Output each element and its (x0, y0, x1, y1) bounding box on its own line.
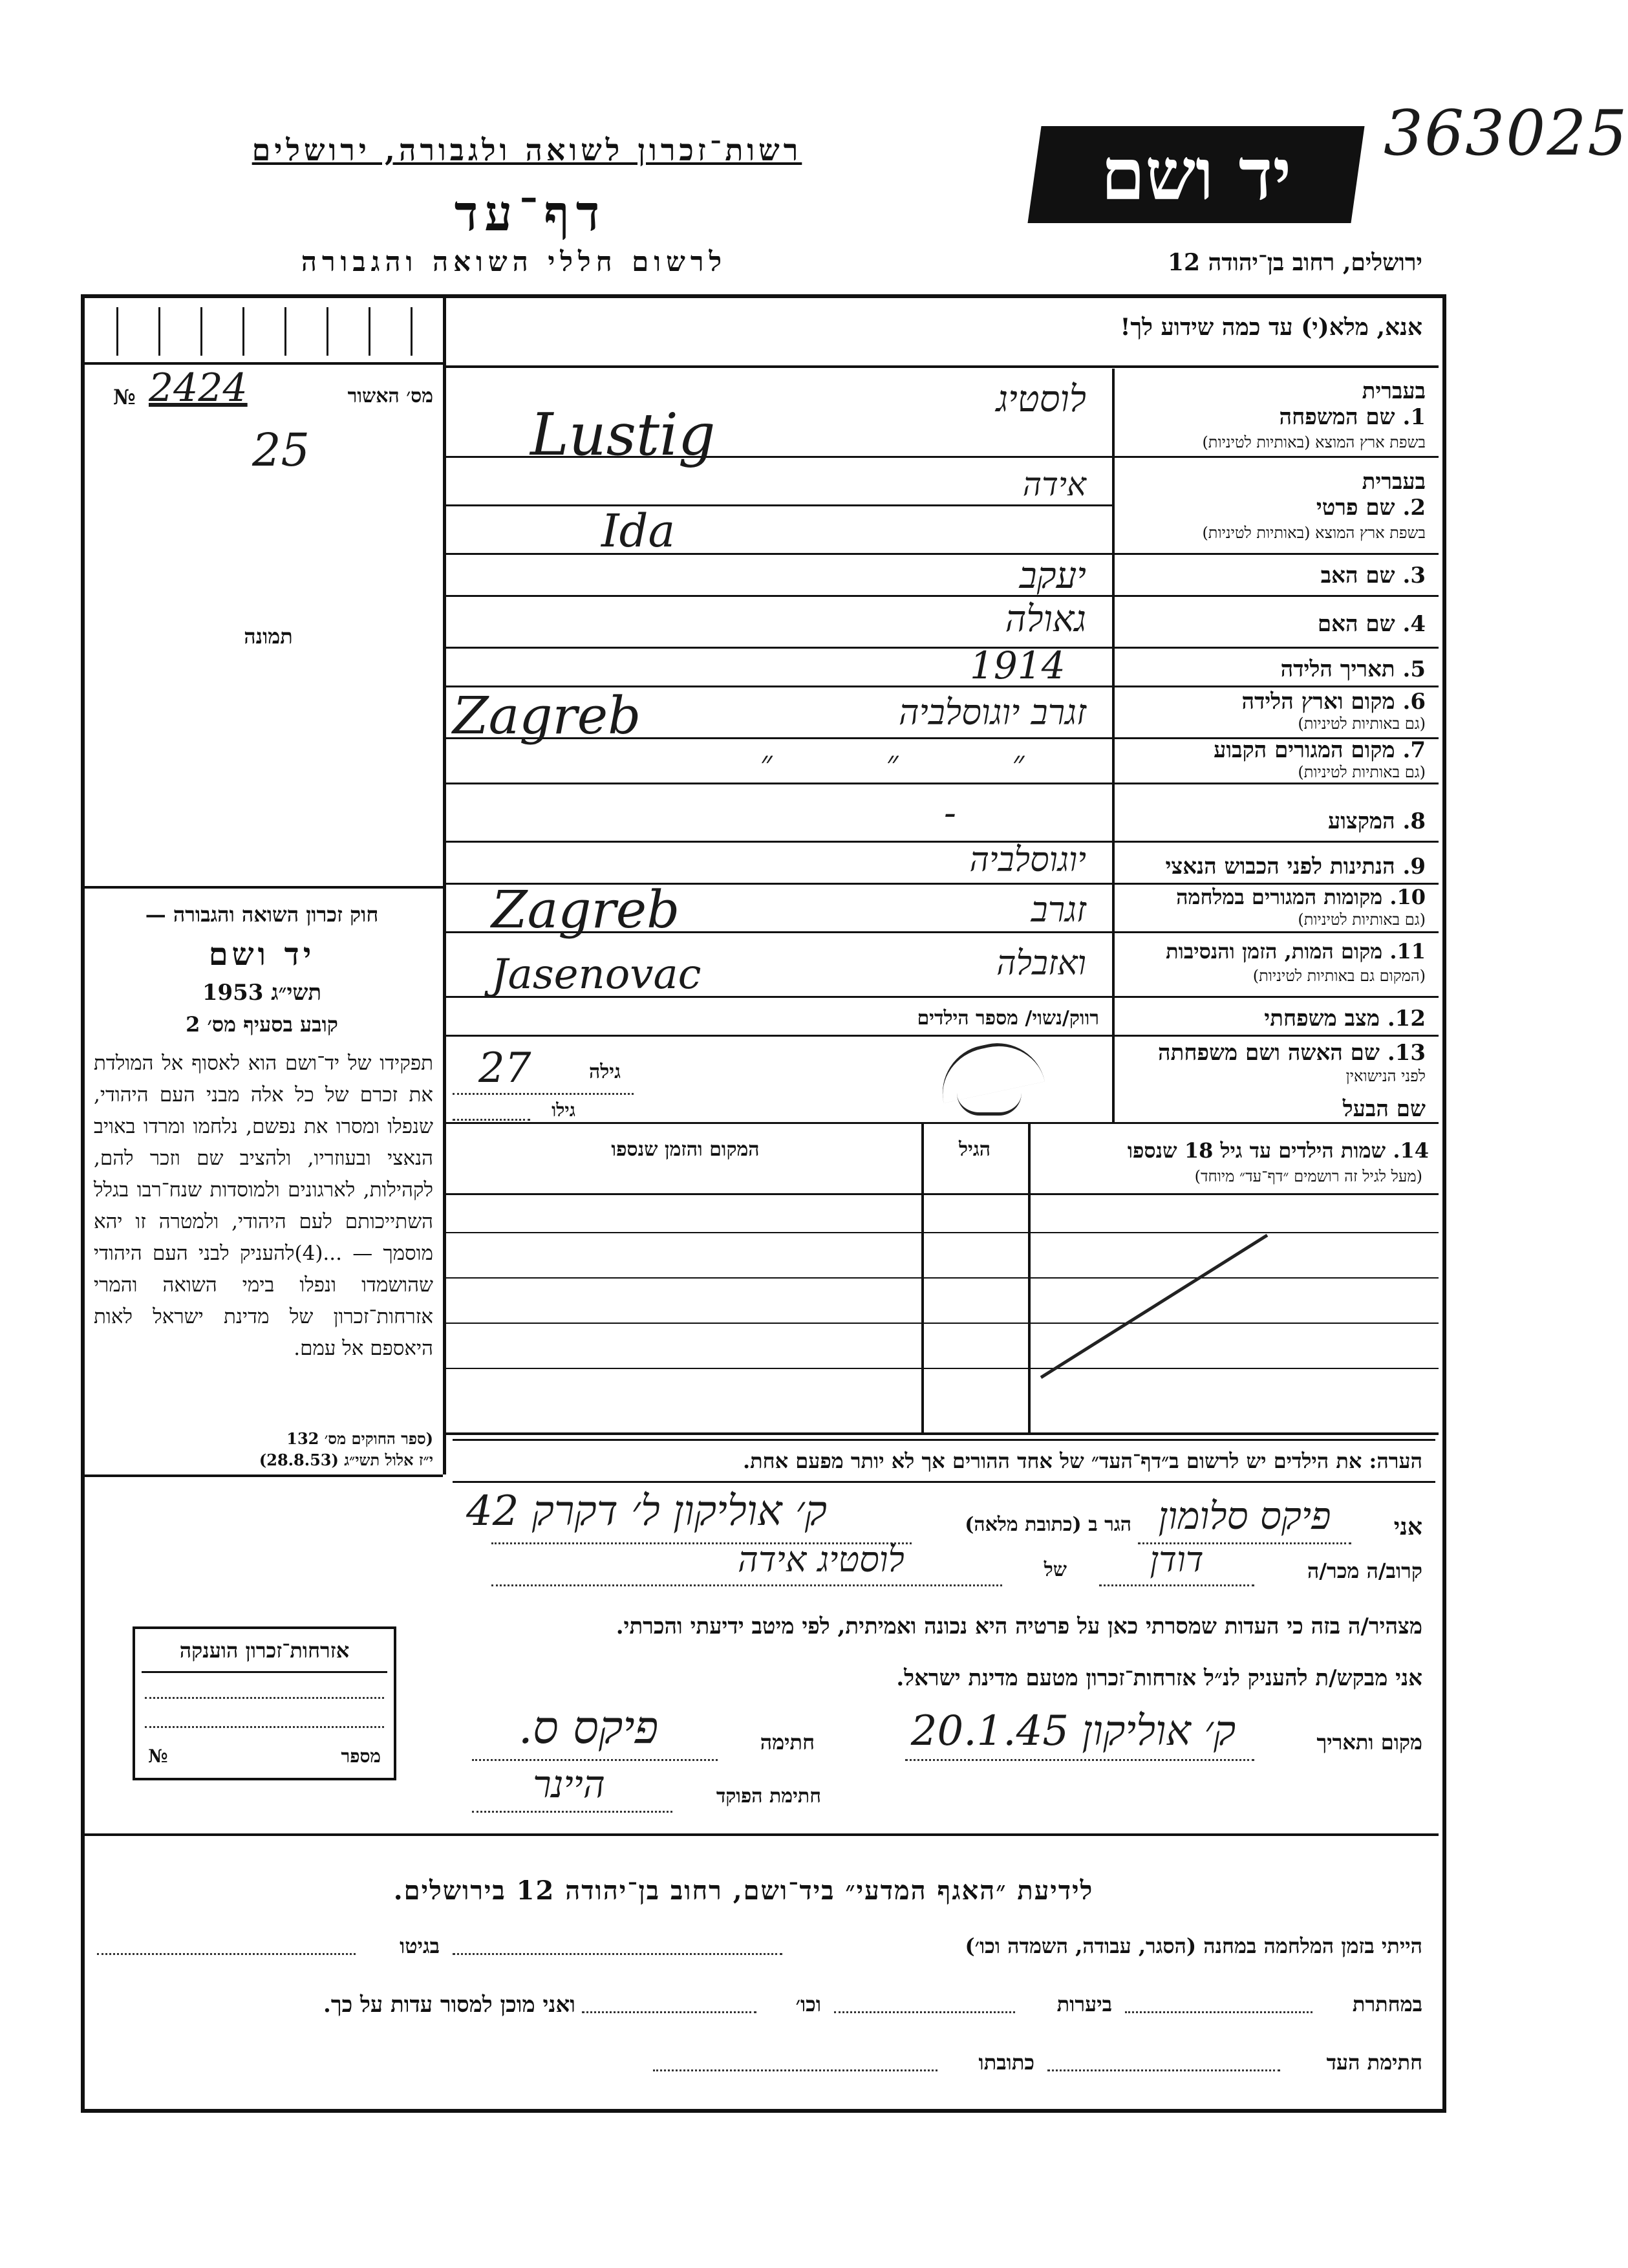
field-3-value[interactable]: יעקב (1019, 555, 1086, 597)
field-11-label-text: מקום המות, הזמן והנסיבות (1166, 939, 1383, 964)
field-5-number: 5. (1402, 656, 1426, 682)
of-name[interactable]: לוסטיג אידה (738, 1539, 905, 1580)
row-separator (446, 783, 1439, 784)
field-13-sub: לפני הנישואין (1345, 1067, 1426, 1085)
field-13-label-text: שם האשה ושם משפחתה (1158, 1040, 1380, 1066)
witness-ani: אני (1393, 1513, 1422, 1540)
field-7-label (1119, 737, 1426, 763)
instruction: אנא, מלא(י) עד כמה שידוע לך! (1120, 314, 1422, 341)
logo-text: יד ושם (1100, 133, 1292, 216)
field-2-value[interactable]: אידה (1022, 466, 1086, 503)
field-4-label (1119, 611, 1426, 637)
field-6-label (1119, 689, 1426, 715)
place-date-line (905, 1759, 1254, 1761)
registration-number: 2424 (149, 365, 248, 411)
clerk-signature[interactable]: היינר (533, 1762, 605, 1806)
clerk-line (472, 1811, 672, 1813)
footer-line2-c-blank (582, 2011, 756, 2013)
declaration: מצהיר/ה בזה כי העדות שמסרתי כאן על פרטיה היא נכונה ואמיתית, לפי מיטב ידיעתי והכרתי. (616, 1614, 1422, 1639)
field-2-number: 2. (1402, 495, 1426, 521)
field-7-number: 7. (1402, 737, 1426, 763)
children-section-bottom (446, 1432, 1439, 1435)
field-9-value[interactable]: יוגוסלביה (969, 841, 1086, 880)
footer-line3-a: חתימת העד (1326, 2050, 1422, 2075)
field-8-value[interactable]: - (944, 792, 956, 834)
law-body: תפקידו של יד־ושם הוא לאסוף אל המולדת את זכרם של כל אלה מבני העם היהודי, שנפלו ומסרו את נפשם, נלחמו ומרדו באויב הנאצי ובעוזריו, ולהציב שם וזכר להם, לקהילות, לארגונים ולמוסדות שנח־רבו בגלל השתייכותם לעם היהודי, ולמטרה זו יהא מוסמך — ...(4)להעניק לבני העם היהודי שהושמדו ונפלו בימי השואה והמרי אזרחות־זכרון של מדינת ישראל לאות היאספם אל עמם. (94, 1052, 433, 1360)
field-5-value[interactable]: 1914 (970, 643, 1066, 687)
field-11-value[interactable]: ואזבלה (996, 944, 1086, 983)
relation-line (1099, 1584, 1254, 1586)
footer-line1-blank (453, 1953, 782, 1955)
children-label-text: שמות הילדים עד גיל 18 שנספו (1127, 1138, 1386, 1163)
of-name-line (491, 1584, 1002, 1586)
field-10-latin[interactable]: Zagreb (491, 880, 680, 940)
citizenship-no-label: № (148, 1745, 168, 1767)
law-box-bottom (84, 1474, 443, 1477)
field-2-latin[interactable]: Ida (601, 504, 676, 557)
field-4-value[interactable]: גאולה (1005, 598, 1086, 640)
field-2-label-text: שם פרטי (1316, 495, 1395, 521)
photo-label: תמונה (244, 624, 293, 649)
field-6-value[interactable]: זגרב יוגוסלביה (898, 692, 1086, 733)
footer-line2-b: ביערות (1056, 1992, 1112, 2016)
authority-name: רשות־זכרון לשואה ולגבורה, ירושלים (252, 133, 802, 167)
relation[interactable]: דודן (1150, 1539, 1204, 1580)
footer-line1-end: בגיטו (400, 1934, 440, 1958)
husband-age-line (453, 1119, 530, 1121)
field-13-age[interactable]: 27 (478, 1044, 531, 1092)
witness-address-label: הגר ב (כתובת מלאה) (965, 1513, 1131, 1536)
archive-number: 363025 (1384, 97, 1628, 169)
law-reference-2: י״ז אלול תשי״ג (28.8.53) (259, 1451, 433, 1469)
field-8-label (1119, 808, 1426, 834)
footer-line2-b-blank (834, 2011, 1015, 2013)
field-7-label-text: מקום המגורים הקבוע (1214, 737, 1395, 763)
note-box-top (453, 1439, 1435, 1441)
field-11-latin[interactable]: Jasenovac (491, 951, 702, 999)
yad-vashem-logo (1027, 126, 1364, 223)
clerk-label: חתימת הפוקד (716, 1785, 821, 1808)
law-clause: קובע בסעיף מס׳ 2 (186, 1012, 338, 1037)
field-1-heb-tag: בעברית (1362, 378, 1426, 404)
field-2-sub: בשפת ארץ המוצא (באותיות לטיניות) (1202, 524, 1426, 542)
field-3-number: 3. (1402, 563, 1426, 589)
field-12-label (1119, 1006, 1426, 1031)
signature[interactable]: פיקס ס. (518, 1701, 659, 1754)
registration-ticks (87, 301, 440, 359)
field-3-label (1119, 563, 1426, 589)
form-subtitle: לרשום חללי השואה והגבורה (301, 246, 727, 277)
law-title: חוק זכרון השואה והגבורה — (145, 902, 379, 927)
registration-number-suffix: 25 (252, 424, 310, 477)
law-year: תשי״ג 1953 (202, 980, 322, 1006)
citizenship-title: אזרחות־זכרון הוענקה (179, 1638, 350, 1663)
relative-label: קרוב/ה מכר/ה (1307, 1559, 1422, 1583)
of-label: של (1044, 1559, 1067, 1581)
field-10-value[interactable]: זגרב (1031, 889, 1086, 930)
place-date[interactable]: ק׳ אוליקון 20.1.45 (910, 1707, 1236, 1755)
children-place-column: המקום והזמן שנספו (611, 1138, 760, 1161)
instruction-strip-bottom (446, 365, 1439, 368)
children-sub: (מעל לגיל זה רושמים ״דף־עד״ מיוחד) (1194, 1167, 1422, 1185)
registration-label: מס׳ האשור (347, 385, 433, 407)
field-9-label-text: הנתינות לפני הכבוש הנאצי (1165, 854, 1395, 880)
field-1-label-text: שם המשפחה (1279, 404, 1395, 430)
children-number: 14. (1393, 1138, 1429, 1163)
footer-line3-b: כתובתו (978, 2050, 1034, 2075)
footer-line3-b-blank (653, 2069, 937, 2071)
request: אני מבקש/ת להעניק לנ״ל אזרחות־זכרון מטעם מדינת ישראל. (896, 1665, 1422, 1691)
field-8-number: 8. (1402, 808, 1426, 834)
field-6-sub: (גם באותיות לטיניות) (1298, 715, 1426, 733)
field-10-label-text: מקומות המגורים במלחמה (1176, 885, 1383, 909)
field-5-label-text: תאריך הלידה (1280, 656, 1395, 682)
field-13-age-line (453, 1093, 634, 1095)
field-1-latin[interactable]: Lustig (530, 401, 716, 469)
footer-line3-a-blank (1047, 2069, 1280, 2071)
field-1-number: 1. (1402, 404, 1426, 430)
footer-line2-a: במחתרת (1352, 1992, 1422, 2016)
witness-name[interactable]: פיקס סלומון (1158, 1494, 1331, 1538)
children-cross-out (1034, 1222, 1306, 1390)
field-4-label-text: שם האם (1317, 611, 1395, 637)
field-12-label-text: מצב משפחתי (1264, 1006, 1380, 1031)
left-column-divider (443, 297, 446, 1474)
field-6-label-text: מקום וארץ הלידה (1241, 689, 1395, 715)
field-1-value[interactable]: לוסטיג (996, 378, 1086, 420)
footer-line2-end: ואני מוכן למסור עדות על כך. (323, 1992, 575, 2018)
signature-label: חתימה (760, 1730, 815, 1755)
field-6-number: 6. (1402, 689, 1426, 715)
address: ירושלים, רחוב בן־יהודה 12 (1167, 249, 1422, 276)
registration-no-label: № (113, 385, 136, 409)
field-6-latin[interactable]: Zagreb (453, 686, 641, 746)
row-separator (446, 647, 1439, 649)
field-10-number: 10. (1389, 885, 1426, 909)
footer-line2-a-blank (1125, 2011, 1312, 2013)
field-11-sub: (המקום גם באותיות לטיניות) (1252, 967, 1426, 985)
husband-label: שם הבעל (1342, 1096, 1426, 1122)
field-4-number: 4. (1402, 611, 1426, 637)
label-column-divider (1112, 369, 1115, 1122)
form-title: דף־עד (454, 184, 606, 242)
footer-line2-c: וכו׳ (795, 1992, 821, 2016)
field-12-options: רווק/נשוי/ מספר הילדים (917, 1007, 1099, 1030)
citizenship-box (133, 1626, 396, 1780)
footer-line1: הייתי בזמן המלחמה במחנה (הסגר, עבודה, השמדה וכו׳) (965, 1934, 1422, 1958)
row-separator (446, 1122, 1439, 1124)
field-10-label (1119, 885, 1426, 909)
field-7-sub: (גם באותיות לטיניות) (1298, 763, 1426, 781)
field-11-number: 11. (1389, 939, 1426, 964)
law-name: יד ושם (208, 936, 316, 973)
footer-separator (84, 1833, 1439, 1836)
field-12-number: 12. (1387, 1006, 1426, 1031)
law-box-top (84, 886, 443, 889)
witness-address[interactable]: ק׳ אוליקון ל׳ דקרק 42 (466, 1487, 827, 1535)
signature-line (472, 1759, 718, 1761)
row-separator (446, 1035, 1439, 1037)
field-13-number: 13. (1387, 1040, 1426, 1066)
row-separator-half (446, 504, 1112, 506)
field-1-sub: בשפת ארץ המוצא (באותיות לטיניות) (1202, 433, 1426, 451)
footer-line1-end-blank (97, 1953, 356, 1955)
field-2-heb-tag: בעברית (1362, 469, 1426, 495)
husband-age-label: גילו (552, 1099, 575, 1121)
field-9-label (1119, 854, 1426, 880)
field-10-sub: (גם באותיות לטיניות) (1298, 911, 1426, 929)
footer-title: לידיעת ״האגף המדעי״ ביד־ושם, רחוב בן־יהודה 12 בירושלים. (393, 1875, 1094, 1906)
law-reference-1: (ספר החוקים מס׳ 132 (286, 1429, 433, 1448)
note-box-bottom (453, 1481, 1435, 1483)
field-11-label (1119, 939, 1426, 964)
registration-strip-bottom (84, 362, 443, 365)
field-5-label (1119, 656, 1426, 682)
note: הערה: את הילדים יש לרשום ב״דף־העד״ של אחד ההורים אך לא יותר מפעם אחת. (742, 1449, 1422, 1473)
field-8-label-text: המקצוע (1327, 808, 1395, 834)
field-1-label (1119, 404, 1426, 430)
children-age-column: הגיל (958, 1138, 991, 1161)
field-3-label-text: שם האב (1320, 563, 1395, 589)
field-13-age-label: גילה (588, 1061, 621, 1083)
field-7-value[interactable]: ״ ״ ״ (760, 744, 1025, 781)
field-9-number: 9. (1402, 854, 1426, 880)
place-date-label: מקום ותאריך (1316, 1730, 1422, 1755)
children-label (1034, 1138, 1429, 1163)
citizenship-number-label: מספר (341, 1745, 381, 1767)
children-header-bottom (446, 1193, 1439, 1195)
field-13-label (1119, 1040, 1426, 1066)
field-2-label (1119, 495, 1426, 521)
